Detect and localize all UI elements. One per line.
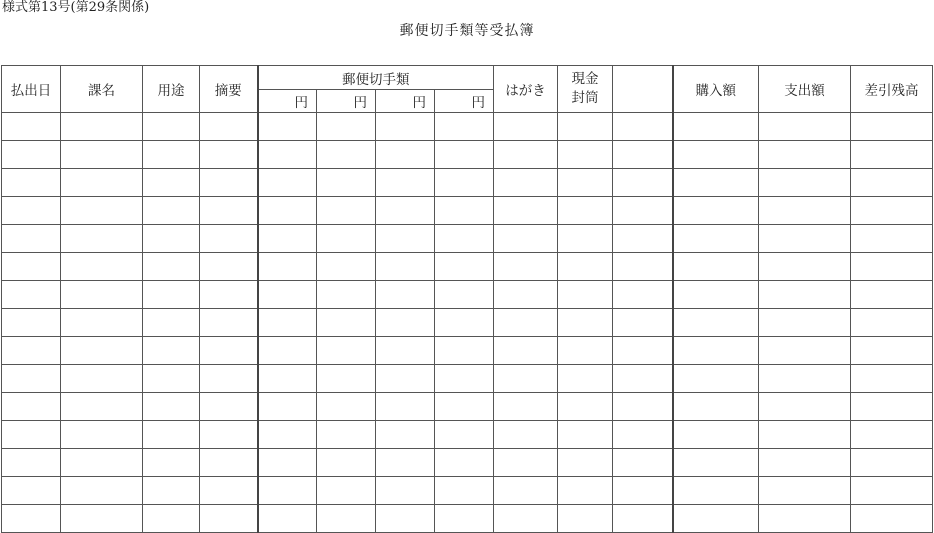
cell-summary[interactable] <box>200 197 258 225</box>
cell-cash-envelope[interactable] <box>558 113 613 141</box>
cell-balance[interactable] <box>851 281 933 309</box>
cell-stamp-4[interactable] <box>435 421 494 449</box>
cell-stamp-2[interactable] <box>317 309 376 337</box>
table-row <box>2 505 933 533</box>
cell-stamp-2[interactable] <box>317 253 376 281</box>
cell-summary[interactable] <box>200 421 258 449</box>
cell-stamp-4[interactable] <box>435 281 494 309</box>
cell-section[interactable] <box>61 169 143 197</box>
cell-stamp-3[interactable] <box>376 421 435 449</box>
cell-purchase[interactable] <box>673 281 759 309</box>
cell-purchase[interactable] <box>673 169 759 197</box>
header-purpose: 用途 <box>143 66 200 113</box>
cell-stamp-1[interactable] <box>258 393 317 421</box>
header-cash-envelope-line2: 封筒 <box>571 90 599 106</box>
cell-purpose[interactable] <box>143 281 200 309</box>
table-row <box>2 141 933 169</box>
cell-purpose[interactable] <box>143 197 200 225</box>
cell-stamp-2[interactable] <box>317 477 376 505</box>
cell-summary[interactable] <box>200 365 258 393</box>
cell-balance[interactable] <box>851 141 933 169</box>
cell-summary[interactable] <box>200 253 258 281</box>
cell-date[interactable] <box>2 505 61 533</box>
cell-section[interactable] <box>61 365 143 393</box>
cell-summary[interactable] <box>200 393 258 421</box>
cell-summary[interactable] <box>200 477 258 505</box>
cell-blank[interactable] <box>613 393 673 421</box>
cell-payment[interactable] <box>759 337 851 365</box>
cell-purpose[interactable] <box>143 141 200 169</box>
header-date: 払出日 <box>2 66 61 113</box>
cell-date[interactable] <box>2 337 61 365</box>
cell-stamp-2[interactable] <box>317 113 376 141</box>
cell-payment[interactable] <box>759 421 851 449</box>
cell-blank[interactable] <box>613 337 673 365</box>
document-title: 郵便切手類等受払簿 <box>399 23 535 39</box>
cell-blank[interactable] <box>613 449 673 477</box>
cell-blank[interactable] <box>613 141 673 169</box>
cell-cash-envelope[interactable] <box>558 393 613 421</box>
cell-blank[interactable] <box>613 309 673 337</box>
cell-summary[interactable] <box>200 505 258 533</box>
cell-cash-envelope[interactable] <box>558 197 613 225</box>
cell-blank[interactable] <box>613 197 673 225</box>
cell-postcard[interactable] <box>494 113 558 141</box>
cell-blank[interactable] <box>613 253 673 281</box>
cell-purpose[interactable] <box>143 337 200 365</box>
cell-summary[interactable] <box>200 309 258 337</box>
cell-postcard[interactable] <box>494 393 558 421</box>
table-row <box>2 225 933 253</box>
cell-cash-envelope[interactable] <box>558 225 613 253</box>
cell-blank[interactable] <box>613 225 673 253</box>
cell-stamp-2[interactable] <box>317 449 376 477</box>
cell-stamp-4[interactable] <box>435 365 494 393</box>
cell-stamp-4[interactable] <box>435 309 494 337</box>
cell-stamp-3[interactable] <box>376 281 435 309</box>
cell-payment[interactable] <box>759 393 851 421</box>
cell-stamp-2[interactable] <box>317 421 376 449</box>
cell-date[interactable] <box>2 365 61 393</box>
cell-payment[interactable] <box>759 449 851 477</box>
cell-purpose[interactable] <box>143 113 200 141</box>
header-blank <box>613 66 673 113</box>
cell-balance[interactable] <box>851 477 933 505</box>
cell-section[interactable] <box>61 393 143 421</box>
table-row <box>2 113 933 141</box>
header-balance: 差引残高 <box>851 66 933 113</box>
table-row <box>2 477 933 505</box>
table-row <box>2 253 933 281</box>
header-stamp-unit-3: 円 <box>376 90 435 113</box>
cell-summary[interactable] <box>200 141 258 169</box>
cell-stamp-3[interactable] <box>376 197 435 225</box>
cell-stamp-1[interactable] <box>258 169 317 197</box>
table-row <box>2 365 933 393</box>
cell-stamp-4[interactable] <box>435 141 494 169</box>
cell-cash-envelope[interactable] <box>558 309 613 337</box>
cell-postcard[interactable] <box>494 141 558 169</box>
cell-payment[interactable] <box>759 225 851 253</box>
cell-date[interactable] <box>2 281 61 309</box>
cell-balance[interactable] <box>851 197 933 225</box>
ledger-header <box>2 66 933 113</box>
cell-purchase[interactable] <box>673 253 759 281</box>
cell-section[interactable] <box>61 113 143 141</box>
cell-stamp-1[interactable] <box>258 281 317 309</box>
cell-stamp-3[interactable] <box>376 309 435 337</box>
cell-cash-envelope[interactable] <box>558 337 613 365</box>
cell-purchase[interactable] <box>673 505 759 533</box>
cell-stamp-2[interactable] <box>317 337 376 365</box>
ledger-body <box>2 113 933 533</box>
cell-purchase[interactable] <box>673 225 759 253</box>
cell-stamp-2[interactable] <box>317 505 376 533</box>
cell-stamp-3[interactable] <box>376 225 435 253</box>
cell-stamp-1[interactable] <box>258 225 317 253</box>
cell-stamp-2[interactable] <box>317 197 376 225</box>
header-cash-envelope-line1: 現金 <box>571 71 599 87</box>
cell-blank[interactable] <box>613 281 673 309</box>
cell-postcard[interactable] <box>494 421 558 449</box>
cell-stamp-4[interactable] <box>435 169 494 197</box>
cell-section[interactable] <box>61 197 143 225</box>
cell-stamp-3[interactable] <box>376 365 435 393</box>
cell-postcard[interactable] <box>494 365 558 393</box>
cell-purpose[interactable] <box>143 449 200 477</box>
cell-stamp-3[interactable] <box>376 393 435 421</box>
cell-section[interactable] <box>61 309 143 337</box>
table-row <box>2 309 933 337</box>
cell-cash-envelope[interactable] <box>558 505 613 533</box>
cell-stamp-1[interactable] <box>258 337 317 365</box>
cell-date[interactable] <box>2 449 61 477</box>
cell-stamp-1[interactable] <box>258 309 317 337</box>
cell-stamp-1[interactable] <box>258 197 317 225</box>
header-stamp-unit-2: 円 <box>317 90 376 113</box>
cell-stamp-1[interactable] <box>258 477 317 505</box>
cell-stamp-4[interactable] <box>435 225 494 253</box>
cell-postcard[interactable] <box>494 253 558 281</box>
cell-purchase[interactable] <box>673 197 759 225</box>
cell-payment[interactable] <box>759 505 851 533</box>
cell-postcard[interactable] <box>494 449 558 477</box>
cell-date[interactable] <box>2 477 61 505</box>
cell-stamp-2[interactable] <box>317 365 376 393</box>
cell-summary[interactable] <box>200 337 258 365</box>
cell-summary[interactable] <box>200 169 258 197</box>
cell-stamp-2[interactable] <box>317 225 376 253</box>
cell-balance[interactable] <box>851 113 933 141</box>
cell-cash-envelope[interactable] <box>558 477 613 505</box>
cell-cash-envelope[interactable] <box>558 253 613 281</box>
cell-purchase[interactable] <box>673 309 759 337</box>
cell-balance[interactable] <box>851 309 933 337</box>
table-row <box>2 281 933 309</box>
cell-purchase[interactable] <box>673 477 759 505</box>
cell-balance[interactable] <box>851 505 933 533</box>
cell-postcard[interactable] <box>494 225 558 253</box>
table-row <box>2 337 933 365</box>
cell-postcard[interactable] <box>494 337 558 365</box>
cell-stamp-4[interactable] <box>435 393 494 421</box>
cell-stamp-3[interactable] <box>376 505 435 533</box>
header-stamp-unit-1: 円 <box>258 90 317 113</box>
cell-payment[interactable] <box>759 253 851 281</box>
header-purchase: 購入額 <box>673 66 759 113</box>
cell-purpose[interactable] <box>143 477 200 505</box>
cell-stamp-2[interactable] <box>317 393 376 421</box>
cell-stamp-4[interactable] <box>435 113 494 141</box>
cell-stamp-3[interactable] <box>376 477 435 505</box>
cell-postcard[interactable] <box>494 477 558 505</box>
cell-purpose[interactable] <box>143 253 200 281</box>
cell-payment[interactable] <box>759 365 851 393</box>
cell-blank[interactable] <box>613 365 673 393</box>
cell-purchase[interactable] <box>673 365 759 393</box>
cell-stamp-1[interactable] <box>258 365 317 393</box>
cell-cash-envelope[interactable] <box>558 421 613 449</box>
cell-stamp-4[interactable] <box>435 449 494 477</box>
cell-date[interactable] <box>2 141 61 169</box>
cell-stamp-3[interactable] <box>376 253 435 281</box>
cell-blank[interactable] <box>613 505 673 533</box>
cell-payment[interactable] <box>759 197 851 225</box>
cell-section[interactable] <box>61 253 143 281</box>
cell-section[interactable] <box>61 281 143 309</box>
cell-stamp-2[interactable] <box>317 169 376 197</box>
cell-balance[interactable] <box>851 449 933 477</box>
cell-balance[interactable] <box>851 169 933 197</box>
header-stamps-group: 郵便切手類 <box>258 66 494 90</box>
table-row <box>2 421 933 449</box>
cell-date[interactable] <box>2 393 61 421</box>
cell-cash-envelope[interactable] <box>558 169 613 197</box>
cell-summary[interactable] <box>200 225 258 253</box>
cell-stamp-1[interactable] <box>258 449 317 477</box>
cell-payment[interactable] <box>759 309 851 337</box>
cell-date[interactable] <box>2 113 61 141</box>
cell-stamp-4[interactable] <box>435 253 494 281</box>
cell-postcard[interactable] <box>494 281 558 309</box>
form-label: 様式第13号(第29条関係) <box>2 0 150 15</box>
cell-cash-envelope[interactable] <box>558 365 613 393</box>
cell-section[interactable] <box>61 141 143 169</box>
cell-payment[interactable] <box>759 141 851 169</box>
cell-stamp-3[interactable] <box>376 337 435 365</box>
cell-date[interactable] <box>2 253 61 281</box>
table-row <box>2 449 933 477</box>
cell-purpose[interactable] <box>143 309 200 337</box>
cell-balance[interactable] <box>851 393 933 421</box>
table-row <box>2 197 933 225</box>
cell-date[interactable] <box>2 421 61 449</box>
cell-date[interactable] <box>2 197 61 225</box>
cell-section[interactable] <box>61 449 143 477</box>
cell-balance[interactable] <box>851 421 933 449</box>
cell-purchase[interactable] <box>673 449 759 477</box>
cell-section[interactable] <box>61 421 143 449</box>
cell-stamp-4[interactable] <box>435 337 494 365</box>
cell-stamp-1[interactable] <box>258 113 317 141</box>
cell-balance[interactable] <box>851 337 933 365</box>
cell-blank[interactable] <box>613 169 673 197</box>
cell-section[interactable] <box>61 505 143 533</box>
ledger-table <box>1 65 933 533</box>
cell-section[interactable] <box>61 337 143 365</box>
cell-stamp-2[interactable] <box>317 281 376 309</box>
cell-date[interactable] <box>2 169 61 197</box>
cell-stamp-1[interactable] <box>258 505 317 533</box>
cell-stamp-1[interactable] <box>258 421 317 449</box>
cell-purpose[interactable] <box>143 365 200 393</box>
cell-postcard[interactable] <box>494 309 558 337</box>
header-payment: 支出額 <box>759 66 851 113</box>
header-postcard: はがき <box>494 66 558 113</box>
cell-stamp-1[interactable] <box>258 253 317 281</box>
header-stamp-unit-4: 円 <box>435 90 494 113</box>
header-cash-envelope <box>558 66 613 113</box>
cell-section[interactable] <box>61 477 143 505</box>
cell-section[interactable] <box>61 225 143 253</box>
cell-stamp-4[interactable] <box>435 505 494 533</box>
table-row <box>2 169 933 197</box>
cell-stamp-1[interactable] <box>258 141 317 169</box>
cell-blank[interactable] <box>613 113 673 141</box>
cell-purchase[interactable] <box>673 113 759 141</box>
cell-cash-envelope[interactable] <box>558 141 613 169</box>
cell-blank[interactable] <box>613 477 673 505</box>
cell-date[interactable] <box>2 309 61 337</box>
cell-purpose[interactable] <box>143 421 200 449</box>
cell-purpose[interactable] <box>143 225 200 253</box>
cell-purchase[interactable] <box>673 337 759 365</box>
cell-purchase[interactable] <box>673 421 759 449</box>
cell-summary[interactable] <box>200 449 258 477</box>
cell-stamp-3[interactable] <box>376 141 435 169</box>
cell-stamp-4[interactable] <box>435 477 494 505</box>
cell-blank[interactable] <box>613 421 673 449</box>
table-row <box>2 393 933 421</box>
cell-purpose[interactable] <box>143 169 200 197</box>
cell-cash-envelope[interactable] <box>558 281 613 309</box>
cell-balance[interactable] <box>851 225 933 253</box>
cell-cash-envelope[interactable] <box>558 449 613 477</box>
cell-stamp-3[interactable] <box>376 169 435 197</box>
cell-payment[interactable] <box>759 477 851 505</box>
cell-stamp-4[interactable] <box>435 197 494 225</box>
cell-stamp-3[interactable] <box>376 449 435 477</box>
cell-balance[interactable] <box>851 365 933 393</box>
cell-purchase[interactable] <box>673 141 759 169</box>
cell-stamp-3[interactable] <box>376 113 435 141</box>
cell-purchase[interactable] <box>673 393 759 421</box>
cell-balance[interactable] <box>851 253 933 281</box>
cell-postcard[interactable] <box>494 169 558 197</box>
cell-postcard[interactable] <box>494 505 558 533</box>
cell-payment[interactable] <box>759 169 851 197</box>
cell-payment[interactable] <box>759 281 851 309</box>
cell-summary[interactable] <box>200 281 258 309</box>
header-section: 課名 <box>61 66 143 113</box>
cell-stamp-2[interactable] <box>317 141 376 169</box>
cell-summary[interactable] <box>200 113 258 141</box>
header-summary: 摘要 <box>200 66 258 113</box>
cell-date[interactable] <box>2 225 61 253</box>
cell-purpose[interactable] <box>143 505 200 533</box>
cell-postcard[interactable] <box>494 197 558 225</box>
cell-payment[interactable] <box>759 113 851 141</box>
cell-purpose[interactable] <box>143 393 200 421</box>
